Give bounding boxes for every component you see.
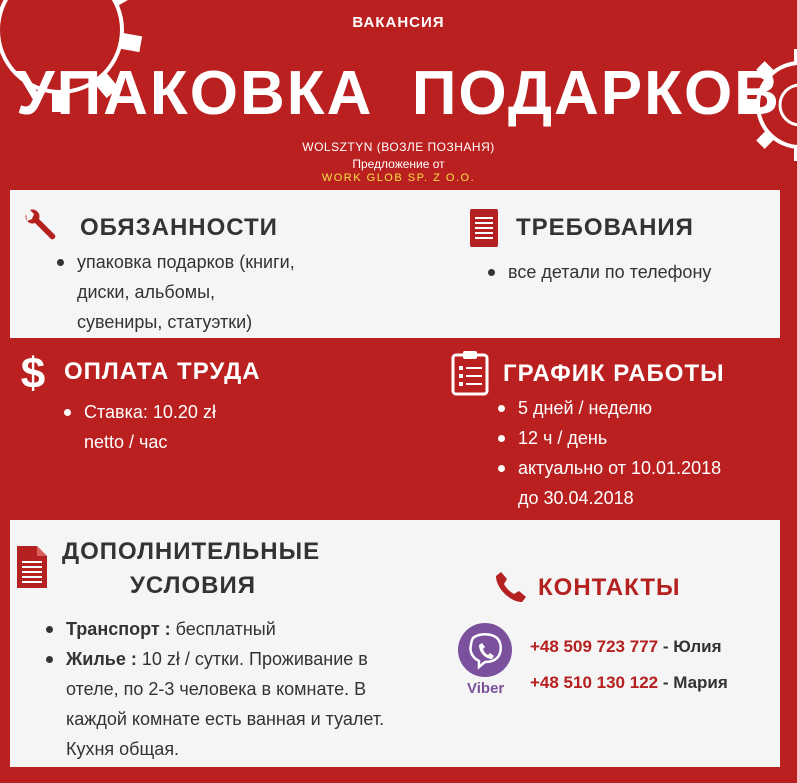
viber-label: Viber [467,680,505,697]
list-item: актуально от 10.01.2018 [496,453,721,483]
offer-label: Предложение от [352,157,445,171]
requirements-heading: ТРЕБОВАНИЯ [516,214,694,241]
header [0,0,797,190]
phone-number[interactable]: +48 509 723 777 [530,637,659,656]
page-title: УПАКОВКА ПОДАРКОВ [16,59,781,128]
contact-name: - Мария [658,673,728,692]
viber-icon[interactable] [455,620,515,680]
contacts-heading: КОНТАКТЫ [538,574,681,601]
list-item: 5 дней / неделю [496,393,721,423]
pay-heading: ОПЛАТА ТРУДА [64,358,261,385]
document-icon [16,545,48,589]
schedule-list [496,393,721,513]
list-item: все детали по телефону [486,257,711,287]
contact-name: - Юлия [658,637,722,656]
vacancy-label: ВАКАНСИЯ [352,14,445,31]
extra-heading-line1: ДОПОЛНИТЕЛЬНЫЕ [62,538,321,565]
pay-list [62,397,216,457]
list-item-continuation: диски, альбомы, [77,282,216,302]
list-item: упаковка подарков (книги, [55,247,295,277]
schedule-heading: ГРАФИК РАБОТЫ [503,360,725,387]
list-item: Жилье : 10 zł / сутки. Проживание в [44,644,384,674]
duties-heading: ОБЯЗАННОСТИ [80,214,278,241]
contact-row-2 [530,673,728,693]
contact-row-1 [530,637,722,657]
extra-heading-line2: УСЛОВИЯ [130,572,257,599]
list-item-continuation: до 30.04.2018 [518,488,634,508]
phone-icon [494,570,528,604]
wrench-icon [20,208,60,248]
svg-text:$: $ [20,350,46,394]
list-item: 12 ч / день [496,423,721,453]
list-item: Транспорт : бесплатный [44,614,384,644]
list-item-continuation: сувениры, статуэтки) [77,312,253,332]
list-item-continuation: Кухня общая. [66,739,180,759]
extra-list [44,614,384,764]
requirements-list [486,257,711,287]
list-item-continuation: отеле, по 2-3 человека в комнате. В [66,679,367,699]
dollar-icon [16,350,50,394]
city-label: WOLSZTYN (ВОЗЛЕ ПОЗНАНЯ) [302,140,495,154]
list-item: Ставка: 10.20 zł [62,397,216,427]
clipboard-icon [450,350,490,396]
list-item-continuation: каждой комнате есть ванная и туалет. [66,709,385,729]
duties-list [55,247,295,337]
list-item-continuation: netto / час [84,432,168,452]
company-name: WORK GLOB SP. Z O.O. [321,172,476,184]
phone-number[interactable]: +48 510 130 122 [530,673,659,692]
document-icon [469,208,499,248]
